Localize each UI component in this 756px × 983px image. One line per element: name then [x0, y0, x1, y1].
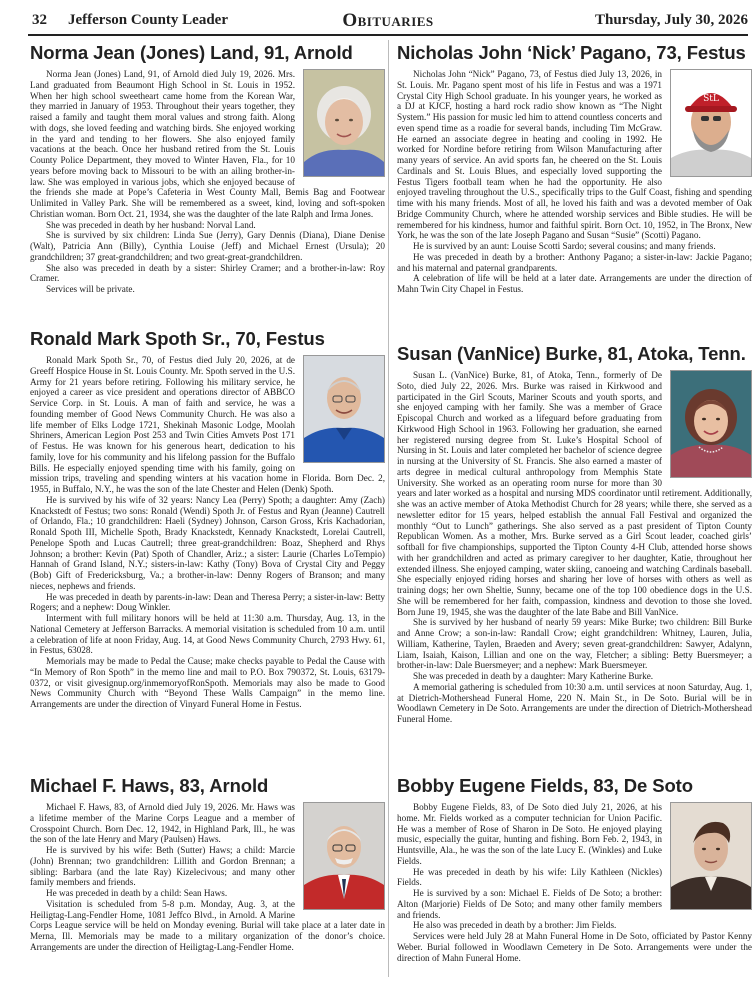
- man-in-red-jacket-portrait-image: [304, 803, 384, 909]
- obituary-paragraph: A memorial gathering is scheduled from 10:30 a.m. until services at noon Saturday, Aug. 1, at Dietrich-Mothershead Funeral Home, 220 N. Main St., in De Soto. Burial will be in Woodlawn Cemetery in De Soto. Arrangements are under the direction of Dietrich-Mothershead Funeral Home.: [397, 681, 752, 724]
- obituary-paragraph: Interment with full military honors will be held at 11:30 a.m. Thursday, Aug. 13, in the National Cemetery at Jefferson Barracks. A memorial visitation is scheduled from 10 a.m. until a celebration of life at noon Friday, Aug. 14, at Good News Community Church, 2793 Hwy. 61, in Festus, 63028.: [30, 613, 385, 656]
- obituary-body: [397, 69, 752, 295]
- portrait-photo: [670, 802, 752, 910]
- obituary-paragraph: Ronald Mark Spoth Sr., 70, of Festus died July 20, 2026, at de Greeff Hospice House in St. Louis County. Mr. Spoth served in the U.S. Army for 21 years before retiring. Following his military service, he enjoyed a career as vice president and operations director of ABBCO Service Corp. in St. Louis. A man of faith and service, he was a founding member of Good News Community Church. He was also a life member of Elks Lodge 1721, Shekinah Masonic Lodge, Moolah Shriners, American Legion Post 253 and Twin Cities Amvets Post 171 of Festus. He was known for his generous heart, dedication to his family, love for his community and his lifelong passion for the Buffalo Bills. He especially enjoyed spending time with his family, going on mission trips, traveling and spending winters at his vacation home in Florida. Born Dec. 2, 1955, in Buffalo, N.Y., he was the son of the late Chester and Helen (Denk) Spoth.: [30, 355, 385, 494]
- section-title: Obituaries: [342, 10, 434, 31]
- obituary-paragraph: Services will be private.: [46, 284, 135, 294]
- obituary-burke: [397, 343, 752, 725]
- obituary-headline: Michael F. Haws, 83, Arnold: [30, 775, 269, 796]
- young-man-vintage-portrait-image: [671, 803, 751, 909]
- obituary-body: [397, 370, 752, 725]
- column-divider: [388, 40, 389, 977]
- obituary-paragraph: He is survived by his wife: Beth (Sutter) Haws; a child: Marcie (John) Brennan; two grandchildren: Lillith and Gordon Brennan; a sibling: Barbara (and the late Ray) Kizelecivous; and many other family members and friends.: [30, 845, 295, 888]
- obituary-headline: Nicholas John ‘Nick’ Pagano, 73, Festus: [397, 42, 746, 63]
- obituary-paragraph: She also was preceded in death by a sister: Shirley Cramer; and a brother-in-law: Roy Cramer.: [30, 262, 385, 284]
- woman-smiling-portrait-image: [671, 371, 751, 477]
- obituary-paragraph: She is survived by her husband of nearly 59 years: Mike Burke; two children: Bill Burke and Anne Crow; a son-in-law: Randall Crow; eight grandchildren: Whitney, Lauren, Julia, William, Katherine, Taylen, Braeden and Avery; seven great-grandchildren: Sawyer, Adalynn, Liam, Isaiah, Kaison, Lillian and one on the way, Fletcher; a sibling: Betty Buersmeyer; a brother-in-law: Dale Buersmeyer; and a nephew: Mark Buersmeyer.: [397, 617, 752, 671]
- obituary-body: [30, 69, 385, 295]
- svg-text:StL: StL: [703, 94, 719, 104]
- obituary-spoth: [30, 328, 385, 710]
- obituary-paragraph: Bobby Eugene Fields, 83, of De Soto died July 21, 2026, at his home. Mr. Fields worked as a computer technician for Union Pacific. He was a member of Rose of Sharon in De Soto. He enjoyed playing music, especially the guitar, hunting and fishing. Born Feb. 2, 1943, in Huntsville, Ala., he was the son of the late Lucy E. (Winkles) and Luke Fields.: [397, 802, 662, 866]
- portrait-photo: [303, 802, 385, 910]
- elderly-woman-portrait-image: [304, 70, 384, 176]
- man-in-cardinals-cap-portrait-image: [671, 70, 751, 176]
- obituary-body: [397, 802, 752, 963]
- portrait-photo: [303, 355, 385, 463]
- obituary-paragraph: Norma Jean (Jones) Land, 91, of Arnold died July 19, 2026. Mrs. Land graduated from Beaumont High School in St. Louis in 1952. When her high school sweetheart came home from the Korean War, they married in January of 1953. Throughout their years together, they raised a family and taught them moral values and strong faith. Along with dogs, she loved feeding and watching birds. She enjoyed working in the yard and tending to her flowers. She also enjoyed family vacations at the beach. Once her husband retired from the St. Louis County Police Department, they moved to Winter Haven, Fla., for 10 years before moving back to Missouri to be with an ailing brother-in-law. She was employed in various jobs, which she enjoyed because of the friends she made at Pope’s Cafeteria in West County Mall, Bemis Bag and Footwear Unlimited in Valley Park. She will be remembered as a sweet, kind, loving and soft-spoken Christian woman. Born Oct. 21, 1934, she was the daughter of the late Ralph and Irma Jones.: [30, 69, 385, 219]
- obituary-haws: [30, 775, 385, 953]
- obituary-paragraph: Nicholas John “Nick” Pagano, 73, of Festus died July 13, 2026, in St. Louis. Mr. Pagano spent most of his life in Festus and was a 1971 Crystal City High School graduate. In his younger years, he worked as a DJ at KJCF, hosting a hard rock radio show known as “The Night System.” His passion for music led him to attend countless concerts and even spend time as a roadie for several bands, including Tim McGraw. He earned an associate degree in heating and cooling in 1992. He worked for Nordine before retiring from Wilson Manufacturing after many years of service. An avid sports fan, he cheered on the St. Louis Cardinals and St. Louis Blues, and especially loved supporting the Festus Tigers football team when he had the opportunity. He also enjoyed traveling throughout the U.S., specifically trips to the Gulf Coast, fishing and spending time with his many friends. Most of all, he loved his faith and was a devoted member of Oak Bridge Community Church, where he attended worship services and Bible studies. He will be remembered for his kindness, humor and faithful spirit. Born Oct. 10, 1952, in The Bronx, New York, he was the son of the late Joseph Pagano and Susan “Susie” (Scotti) Pagano.: [397, 69, 752, 241]
- obituary-fields: [397, 775, 752, 963]
- obituary-body: [30, 355, 385, 710]
- obituary-paragraph: She is survived by six children: Linda Sue (Jerry), Gary Dennis (Diana), Diane Denise (Walt), Patricia Ann (Billy), Cynthia Louise (Jeff) and Michael Ernest (Ursula); 20 grandchildren; 37 great-grandchildren; and two great-great-grandchildren.: [30, 230, 385, 262]
- obituary-pagano: [397, 42, 752, 295]
- obituary-paragraph: Visitation is scheduled from 5-8 p.m. Monday, Aug. 3, at the Heiligtag-Lang-Fendler Home, 1081 Jeffco Blvd., in Arnold. A Marine Corps League service will be held on Monday evening. Burial will take place at a later date in Merna, Ill. Memorials may be made to a military organization of the donor’s choice. Arrangements are under the direction of Heiligtag-Lang-Fendler Home.: [30, 898, 385, 952]
- obituary-headline: Norma Jean (Jones) Land, 91, Arnold: [30, 42, 353, 63]
- obituary-paragraph: Susan L. (VanNice) Burke, 81, of Atoka, Tenn., formerly of De Soto, died July 22, 2026. Mrs. Burke was raised in Kirkwood and participated in the Girl Scouts, Mariner Scouts and youth sports, and she enjoyed camping with her family. She was a member of Grace Episcopal Church and worked as a lifeguard before graduating from Kirkwood High School in 1963. Following her graduation, she earned her registered nursing degree from St. Luke’s Hospital School of Nursing in St. Louis and later completed her bachelor of science degree in nursing at the University of St. Francis. She also earned a master of arts degree in medical cultural anthropology from Memphis State University. She worked as an operating room nurse for more than 30 years and later worked as a hospital and nursing MDS coordinator until retirement. Additionally, she was an active member of Atoka Methodist Church for 28 years; while there, she served as a newsletter editor for 15 years, helped establish the annual Fall Festival and organized the monthly “Out to Lunch” gatherings. She also served as a past president of Tipton County Republican Women. As a mother, Mrs. Burke served as a Girl Scout leader, coached girls’ softball for five championships, supported the Tipton County 4-H Club, attended horse shows with her grandchildren and acted as primary caregiver to her daughter, Katie, throughout her extended illness. She enjoyed camping, water skiing, canoeing and watching Cardinals baseball. She especially enjoyed riding horses and sharing her love of horses with others as well as training dogs; her own Sheltie, Sunny, became one of the top 100 obedience dogs in the U.S. She will be remembered for her faith, compassion, kindness and devotion to those she loved. Born June 19, 1945, she was the daughter of the late Babe and Bill VanNice.: [397, 370, 752, 617]
- obituary-body: [30, 802, 385, 953]
- obituary-paragraph: He was preceded in death by his wife: Lily Kathleen (Nickles) Fields.: [397, 866, 662, 888]
- obituary-paragraph: He is survived by his wife of 32 years: Nancy Lea (Perry) Spoth; a daughter: Amy (Zach) Knackstedt of Festus; two sons: Ronald (Wendi) Spoth Jr. of Festus and Ryan (Jeanne) Cautrell of Orlando, Fla.; 10 grandchildren: Haeli (Sydney) Johnson, Carson Gross, Kris Kachadorian, Ronald Spoth III, Michelle Spoth, Brady Knackstedt, Kennady Knackstedt, Lorelai Cautrell, Penelope Spoth and Lucas Cautrell; three great-grandchildren: Boaz, Shepherd and Rhys Johnson; a brother: Kevin (Pat) Spoth of Chandler, Ariz.; a sister: Laurie (Charles LoTempio) Hannah of Grand Island, N.Y.; sisters-in-law: Kathy (Tony) Bova of Crystal City and Peggy (Bob) Gift of Fredericksburg, Va.; a brother-in-law: Denny Rogers of Branson; and many nieces, nephews and friends.: [30, 494, 385, 591]
- obituary-headline: Bobby Eugene Fields, 83, De Soto: [397, 775, 693, 796]
- obituary-headline: Susan (VanNice) Burke, 81, Atoka, Tenn.: [397, 343, 746, 364]
- obituary-paragraph: He was preceded in death by parents-in-law: Dean and Theresa Perry; a sister-in-law: Betty Rogers; and a nephew: Doug Winkler.: [30, 591, 385, 613]
- obituary-paragraph: She was preceded in death by her husband: Norval Land.: [46, 219, 256, 230]
- obituary-paragraph: A celebration of life will be held at a later date. Arrangements are under the direction of Mahn Twin City Chapel in Festus.: [397, 273, 752, 294]
- obituary-paragraph: He was preceded in death by a brother: Anthony Pagano; a sister-in-law: Jackie Pagano; and his maternal and paternal grandparents.: [397, 251, 752, 273]
- obituary-land: [30, 42, 385, 295]
- obituary-paragraph: She was preceded in death by a daughter: Mary Katherine Burke.: [413, 671, 654, 681]
- obituary-paragraph: Services were held July 28 at Mahn Funeral Home in De Soto, officiated by Pastor Kenny Weber. Burial followed in Woodlawn Cemetery in De Soto. Arrangements were under the direction of Mahn Funeral Home.: [397, 931, 752, 963]
- portrait-photo: [670, 370, 752, 478]
- page-number: 32: [32, 12, 47, 28]
- obituary-headline: Ronald Mark Spoth Sr., 70, Festus: [30, 328, 325, 349]
- obituary-paragraph: He is survived by a son: Michael E. Fields of De Soto; a brother: Alton (Marjorie) Fields of De Soto; and many other family members and friends.: [397, 888, 662, 920]
- masthead: [28, 8, 748, 36]
- obituary-paragraph: He was preceded in death by a child: Sean Haws.: [46, 888, 228, 898]
- man-in-blue-shirt-portrait-image: [304, 356, 384, 462]
- obituary-paragraph: Memorials may be made to Pedal the Cause; make checks payable to Pedal the Cause with “In Memory of Ron Spoth” in the memo line and mail to P.O. Box 790372, St. Louis, 63179-0372, or visit givesignup.org/inmemoryofRonSpoth. Memorials may also be made to Good News Community Church with “Beyond These Walls Campaign” in the memo line. Arrangements are under the direction of Vinyard Funeral Home in Festus.: [30, 656, 385, 709]
- obituary-paragraph: He is survived by an aunt: Louise Scotti Sardo; several cousins; and many friends.: [413, 241, 716, 251]
- paper-name: Jefferson County Leader: [68, 12, 228, 28]
- obituary-paragraph: Michael F. Haws, 83, of Arnold died July 19, 2026. Mr. Haws was a lifetime member of the Marine Corps League and a member of Crosspoint Church. Born Dec. 12, 1942, in Highland Park, Ill., he was the son of the late Henry and Mary (Paulsen) Haws.: [30, 802, 295, 845]
- portrait-photo: [303, 69, 385, 177]
- issue-date: Thursday, July 30, 2026: [595, 12, 748, 28]
- obituary-paragraph: He also was preceded in death by a brother: Jim Fields.: [413, 920, 617, 931]
- portrait-photo: [670, 69, 752, 177]
